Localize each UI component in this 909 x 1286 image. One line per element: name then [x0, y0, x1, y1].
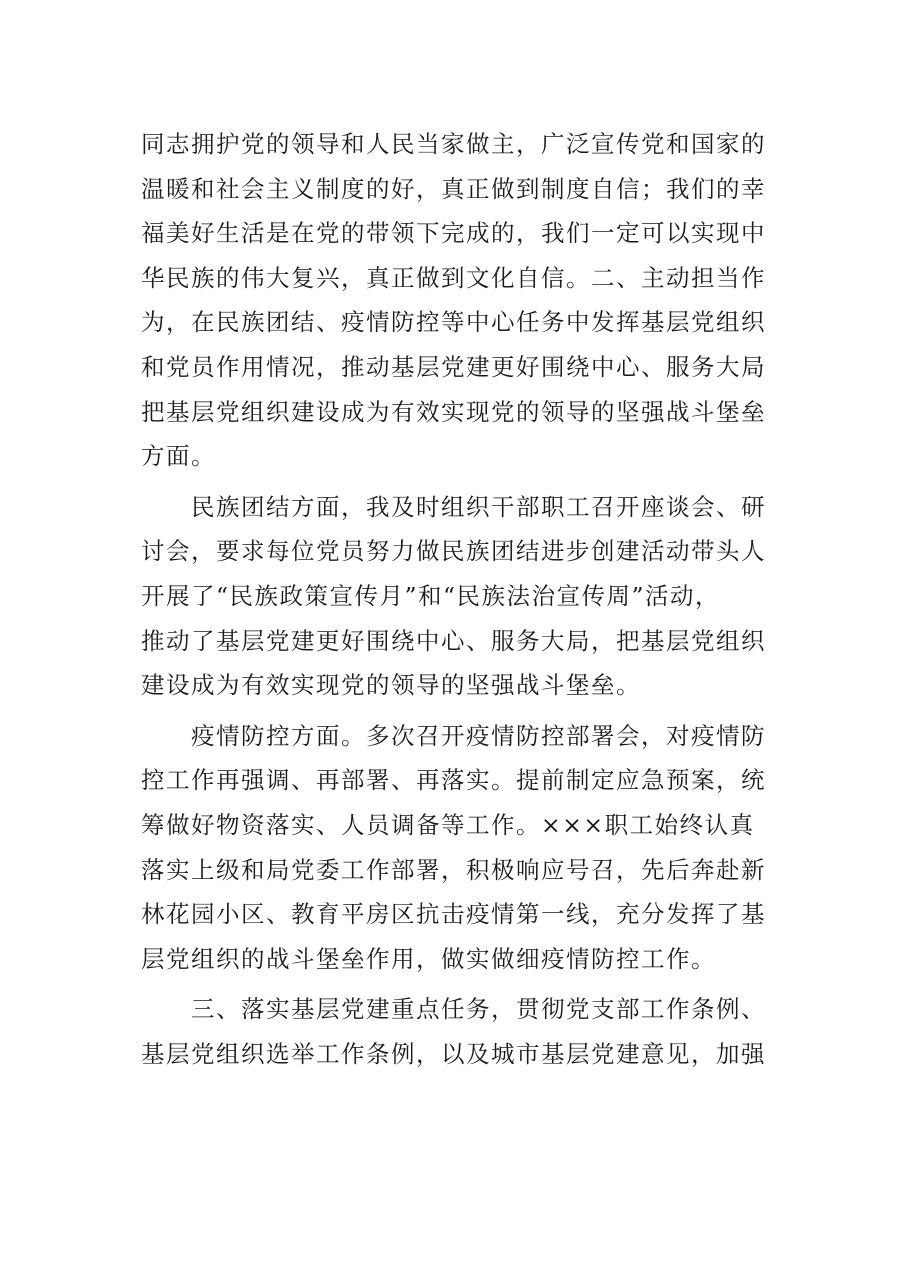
paragraph-3	[141, 714, 781, 982]
text-line: 方面。	[141, 442, 216, 471]
text-line: 落实上级和局党委工作部署，积极响应号召，先后奔赴新	[141, 855, 766, 884]
paragraph-4	[141, 987, 781, 1076]
text-line: 同志拥护党的领导和人民当家做主，广泛宣传党和国家的	[141, 130, 766, 158]
text-line: 把基层党组织建设成为有效实现党的领导的坚强战斗堡垒	[141, 397, 766, 426]
text-line: 三、落实基层党建重点任务，贯彻党支部工作条例、	[141, 995, 766, 1024]
text-line: 林花园小区、教育平房区抗击疫情第一线，充分发挥了基	[141, 900, 766, 929]
text-line: 建设成为有效实现党的领导的坚强战斗堡垒。	[141, 671, 641, 700]
text-line: 筹做好物资落实、人员调备等工作。×××职工始终认真	[141, 810, 755, 839]
text-line: 基层党组织选举工作条例，以及城市基层党建意见，加强	[141, 1039, 766, 1068]
paragraph-2	[141, 485, 781, 708]
text-line: 推动了基层党建更好围绕中心、服务大局，把基层党组织	[141, 626, 766, 655]
paragraph-1	[141, 122, 781, 479]
text-line: 民族团结方面，我及时组织干部职工召开座谈会、研	[141, 492, 766, 521]
text-line: 控工作再强调、再部署、再落实。提前制定应急预案，统	[141, 766, 766, 795]
text-line: 福美好生活是在党的带领下完成的，我们一定可以实现中	[141, 219, 766, 248]
text-line: 和党员作用情况，推动基层党建更好围绕中心、服务大局	[141, 352, 766, 381]
text-line: 温暖和社会主义制度的好，真正做到制度自信；我们的幸	[141, 174, 766, 203]
text-line: 开展了“民族政策宣传月”和“民族法治宣传周”活动，	[141, 581, 721, 610]
document-body	[141, 122, 781, 1076]
text-line: 华民族的伟大复兴，真正做到文化自信。二、主动担当作	[141, 263, 766, 292]
text-line: 为，在民族团结、疫情防控等中心任务中发挥基层党组织	[141, 308, 766, 337]
text-line: 疫情防控方面。多次召开疫情防控部署会，对疫情防	[141, 721, 766, 750]
text-line: 层党组织的战斗堡垒作用，做实做细疫情防控工作。	[141, 944, 716, 973]
text-line: 讨会，要求每位党员努力做民族团结进步创建活动带头人	[141, 537, 766, 566]
